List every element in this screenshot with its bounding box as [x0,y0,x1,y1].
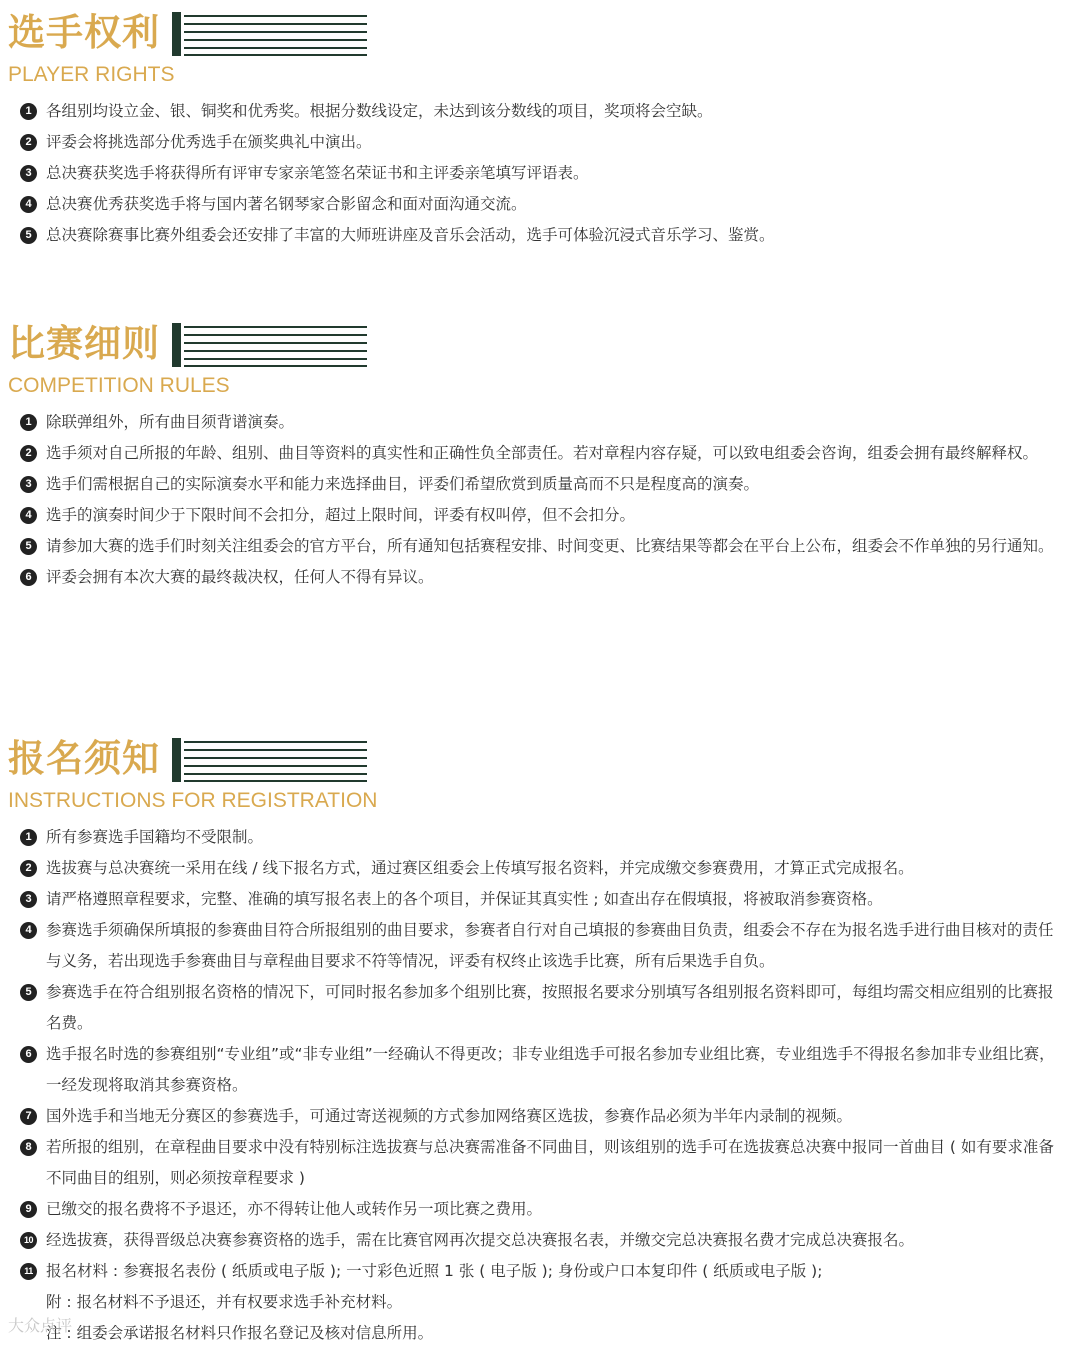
title-decoration [172,738,367,782]
list-item [0,438,1080,469]
item-text: 参赛选手在符合组别报名资格的情况下，可同时报名参加多个组别比赛，按照报名要求分别填写各组别报名资料即可，每组均需交相应组别的比赛报名费。 [46,983,1054,1032]
section-subtitle: INSTRUCTIONS FOR REGISTRATION [8,789,378,812]
number-badge: 6 [20,569,37,586]
section-title: 选手权利 [8,11,160,54]
list-item [0,189,1080,220]
number-badge: 7 [20,1108,37,1125]
number-badge: 5 [20,984,37,1001]
title-decoration [172,323,367,367]
section-header [0,321,1080,367]
number-badge: 4 [20,922,37,939]
list-item [0,1101,1080,1132]
number-badge: 11 [20,1263,37,1280]
number-badge: 5 [20,538,37,555]
number-badge: 1 [20,829,37,846]
number-badge: 5 [20,227,37,244]
number-badge: 4 [20,507,37,524]
item-text: 总决赛优秀获奖选手将与国内著名钢琴家合影留念和面对面沟通交流。 [46,195,527,213]
item-text: 评委会将挑选部分优秀选手在颁奖典礼中演出。 [46,133,372,151]
item-text: 已缴交的报名费将不予退还，亦不得转让他人或转作另一项比赛之费用。 [46,1200,543,1218]
list-item [0,853,1080,884]
number-badge: 6 [20,1046,37,1063]
list-item [0,1194,1080,1225]
section-subtitle: COMPETITION RULES [8,374,230,397]
item-text: 所有参赛选手国籍均不受限制。 [46,828,264,846]
section-competition-rules [0,321,1080,586]
section-header [0,10,1080,56]
item-text: 选手的演奏时间少于下限时间不会扣分，超过上限时间，评委有权叫停，但不会扣分。 [46,506,636,524]
item-text: 国外选手和当地无分赛区的参赛选手，可通过寄送视频的方式参加网络赛区选拔，参赛作品必须为半年内录制的视频。 [46,1107,853,1125]
item-text: 请严格遵照章程要求，完整、准确的填写报名表上的各个项目，并保证其真实性 ; 如查出存在假填报，将被取消参赛资格。 [46,890,883,908]
title-decoration [172,12,367,56]
list-item [0,220,1080,251]
list-item [0,977,1080,1039]
item-note: 附 : 报名材料不予退还，并有权要求选手补充材料。 [46,1293,403,1311]
rights-list [0,96,1080,251]
number-badge: 1 [20,414,37,431]
item-text: 除联弹组外，所有曲目须背谱演奏。 [46,413,295,431]
registration-list [0,822,1080,1349]
item-text: 各组别均设立金、银、铜奖和优秀奖。根据分数线设定，未达到该分数线的项目，奖项将会空缺。 [46,102,713,120]
section-title: 报名须知 [8,737,160,780]
list-item [0,500,1080,531]
item-text: 若所报的组别，在章程曲目要求中没有特别标注选拔赛与总决赛需准备不同曲目，则该组别的选手可在选拔赛总决赛中报同一首曲目 ( 如有要求准备不同曲目的组别，则必须按章程要求 ) [46,1138,1054,1187]
number-badge: 2 [20,134,37,151]
item-text: 选拔赛与总决赛统一采用在线 / 线下报名方式，通过赛区组委会上传填写报名资料，并完成缴交参赛费用，才算正式完成报名。 [46,859,914,877]
list-item [0,1256,1080,1349]
number-badge: 9 [20,1201,37,1218]
section-player-rights [0,10,1080,244]
number-badge: 2 [20,445,37,462]
list-item [0,127,1080,158]
list-item [0,469,1080,500]
item-text: 选手须对自己所报的年龄、组别、曲目等资料的真实性和正确性负全部责任。若对章程内容存疑，可以致电组委会咨询，组委会拥有最终解释权。 [46,444,1039,462]
list-item [0,1225,1080,1256]
item-text: 选手报名时选的参赛组别“专业组”或“非专业组”一经确认不得更改；非专业组选手可报名参加专业组比赛，专业组选手不得报名参加非专业组比赛，一经发现将取消其参赛资格。 [46,1045,1055,1094]
number-badge: 3 [20,165,37,182]
number-badge: 8 [20,1139,37,1156]
list-item [0,915,1080,977]
list-item [0,158,1080,189]
list-item [0,96,1080,127]
list-item [0,531,1080,562]
number-badge: 3 [20,891,37,908]
item-text: 总决赛除赛事比赛外组委会还安排了丰富的大师班讲座及音乐会活动，选手可体验沉浸式音乐学习、鉴赏。 [46,226,775,244]
number-badge: 3 [20,476,37,493]
item-note: 注 : 组委会承诺报名材料只作报名登记及核对信息所用。 [46,1324,434,1342]
section-title: 比赛细则 [8,322,160,365]
item-text: 评委会拥有本次大赛的最终裁决权，任何人不得有异议。 [46,568,434,586]
item-text: 经选拔赛，获得晋级总决赛参赛资格的选手，需在比赛官网再次提交总决赛报名表，并缴交完总决赛报名费才完成总决赛报名。 [46,1231,915,1249]
watermark: 大众点评 [8,1316,73,1335]
number-badge: 10 [20,1232,37,1249]
list-item [0,1039,1080,1101]
list-item [0,822,1080,853]
item-text: 请参加大赛的选手们时刻关注组委会的官方平台，所有通知包括赛程安排、时间变更、比赛结果等都会在平台上公布，组委会不作单独的另行通知。 [46,537,1054,555]
number-badge: 2 [20,860,37,877]
number-badge: 1 [20,103,37,120]
rules-list [0,407,1080,593]
item-text: 选手们需根据自己的实际演奏水平和能力来选择曲目，评委们希望欣赏到质量高而不只是程度高的演奏。 [46,475,760,493]
list-item [0,884,1080,915]
list-item [0,562,1080,593]
list-item [0,407,1080,438]
item-text: 报名材料 : 参赛报名表份 ( 纸质或电子版 ); 一寸彩色近照 1 张 ( 电子版 ); 身份或户口本复印件 ( 纸质或电子版 ); [46,1262,823,1280]
number-badge: 4 [20,196,37,213]
section-subtitle: PLAYER RIGHTS [8,63,175,86]
item-text: 参赛选手须确保所填报的参赛曲目符合所报组别的曲目要求，参赛者自行对自己填报的参赛曲目负责，组委会不存在为报名选手进行曲目核对的责任与义务，若出现选手参赛曲目与章程曲目要求不符等情况，评委有权终止该选手比赛，所有后果选手自负。 [46,921,1054,970]
item-text: 总决赛获奖选手将获得所有评审专家亲笔签名荣证书和主评委亲笔填写评语表。 [46,164,589,182]
list-item [0,1132,1080,1194]
section-header [0,736,1080,782]
